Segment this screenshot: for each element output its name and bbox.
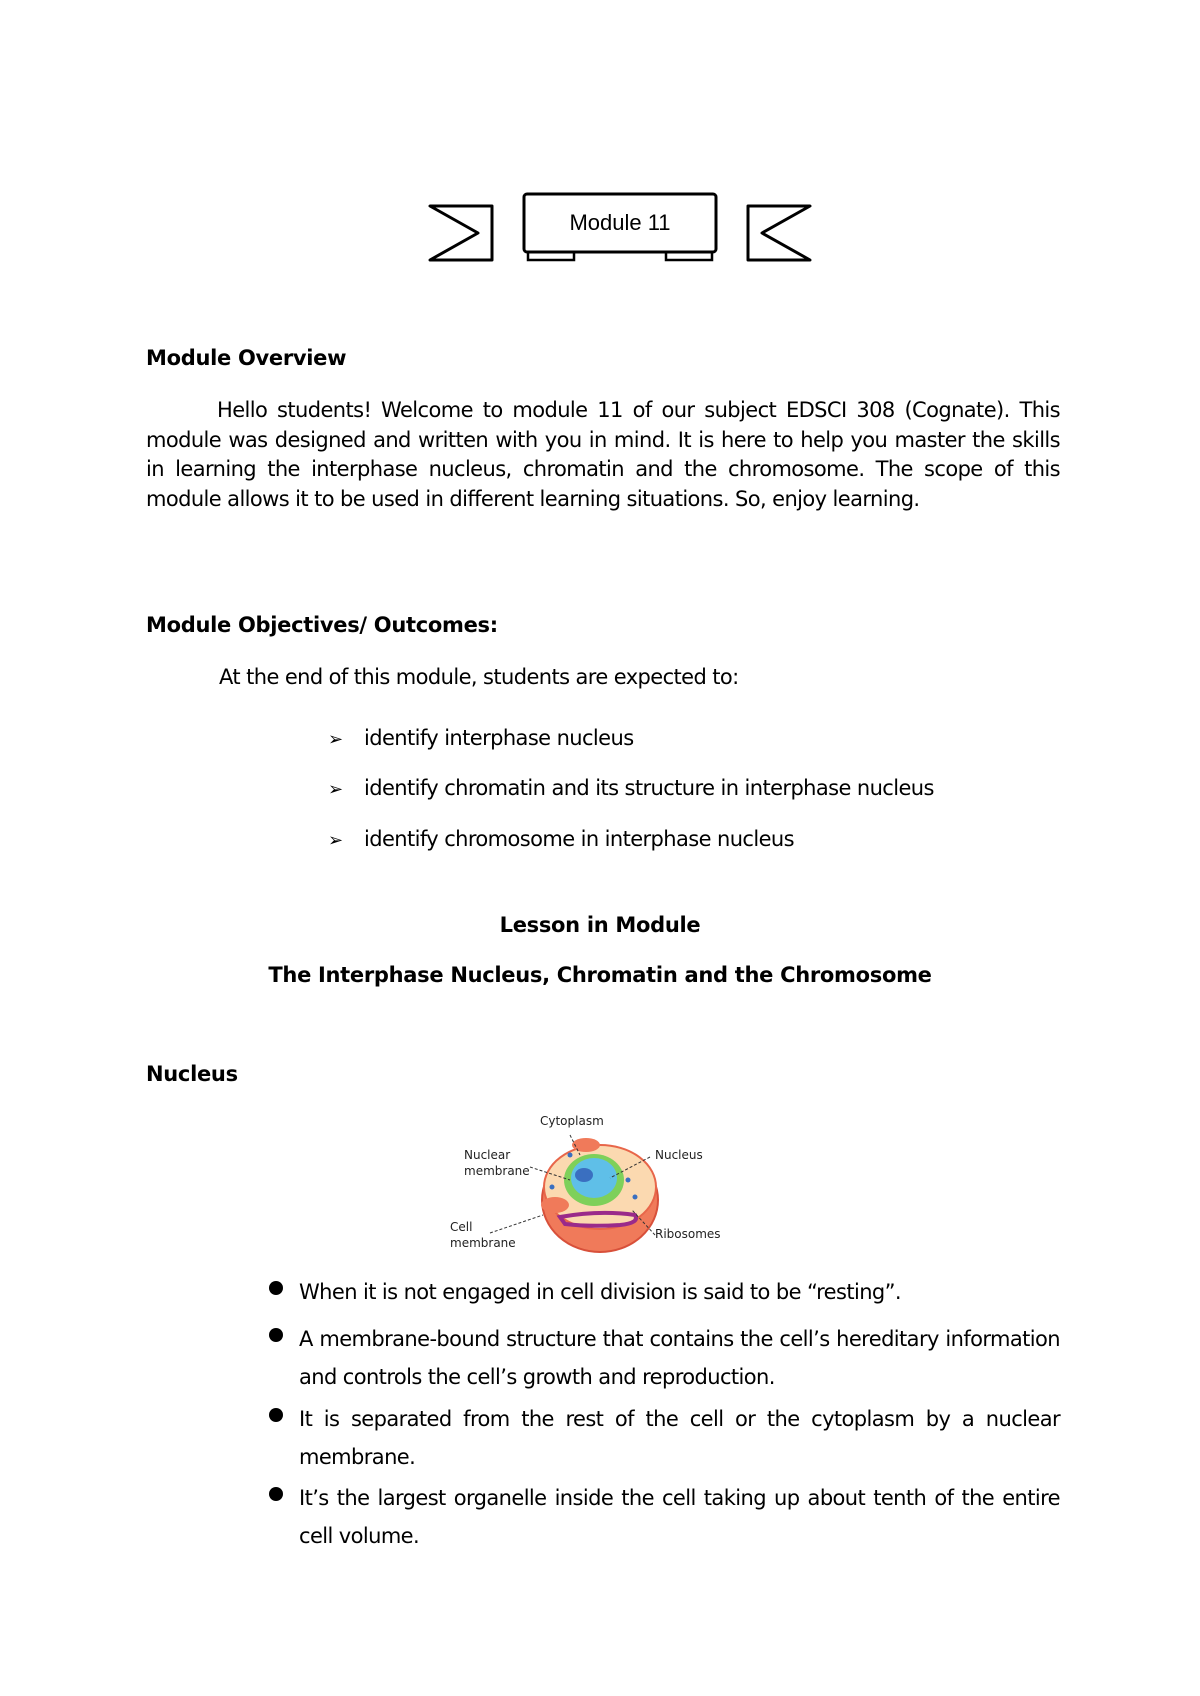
arrow-bullet-icon: ➢ (328, 729, 343, 750)
bullet-dot-icon (269, 1487, 283, 1501)
nucleus-bullet (299, 1400, 1060, 1476)
objectives-heading: Module Objectives/ Outcomes: (146, 613, 498, 637)
objectives-item (328, 774, 934, 805)
label-cell-membrane: Cell (450, 1220, 473, 1234)
nucleus-bullet (299, 1320, 1060, 1396)
module-banner (428, 190, 812, 266)
objective-text: identify chromosome in interphase nucleus (364, 827, 794, 851)
cell-diagram (450, 1105, 750, 1260)
arrow-bullet-icon: ➢ (328, 830, 343, 851)
label-nuclear-membrane: membrane (464, 1164, 530, 1178)
module-overview-heading: Module Overview (146, 346, 347, 370)
objective-text: identify chromatin and its structure in interphase nucleus (364, 776, 934, 800)
nucleus-bullet (299, 1479, 1060, 1555)
objectives-item (328, 825, 794, 856)
nucleus-bullet (299, 1273, 1060, 1311)
objectives-item (328, 724, 634, 755)
label-cytoplasm: Cytoplasm (540, 1114, 604, 1128)
label-ribosomes: Ribosomes (655, 1227, 721, 1241)
banner-label: Module 11 (569, 210, 671, 235)
bullet-text: It is separated from the rest of the cell or the cytoplasm by a nuclear membrane. (299, 1407, 1060, 1469)
lesson-heading: Lesson in Module (499, 913, 701, 937)
lesson-title: The Interphase Nucleus, Chromatin and the Chromosome (268, 963, 932, 987)
bullet-text: It’s the largest organelle inside the cell taking up about tenth of the entire cell volume. (299, 1486, 1060, 1548)
cell-diagram-image (450, 1105, 750, 1260)
label-nucleus: Nucleus (655, 1148, 703, 1162)
label-nuclear-membrane: Nuclear (464, 1148, 511, 1162)
bullet-text: A membrane-bound structure that contains the cell’s hereditary information and controls the cell’s growth and reproduction. (299, 1327, 1060, 1389)
nucleus-heading: Nucleus (146, 1062, 238, 1086)
overview-paragraph: Hello students! Welcome to module 11 of our subject EDSCI 308 (Cognate). This module was designed and written with you in mind. It is here to help you master the skills in learning the interphase nucleus, chromatin and the chromosome. The scope of this module allows it to be used in different learning situations. So, enjoy learning. (146, 398, 1060, 511)
label-cell-membrane: membrane (450, 1236, 516, 1250)
objectives-intro: At the end of this module, students are expected to: (219, 665, 739, 689)
arrow-bullet-icon: ➢ (328, 779, 343, 800)
bullet-dot-icon (269, 1281, 283, 1295)
bullet-dot-icon (269, 1328, 283, 1342)
bullet-text: When it is not engaged in cell division is said to be “resting”. (299, 1280, 901, 1304)
objective-text: identify interphase nucleus (364, 726, 634, 750)
bullet-dot-icon (269, 1408, 283, 1422)
